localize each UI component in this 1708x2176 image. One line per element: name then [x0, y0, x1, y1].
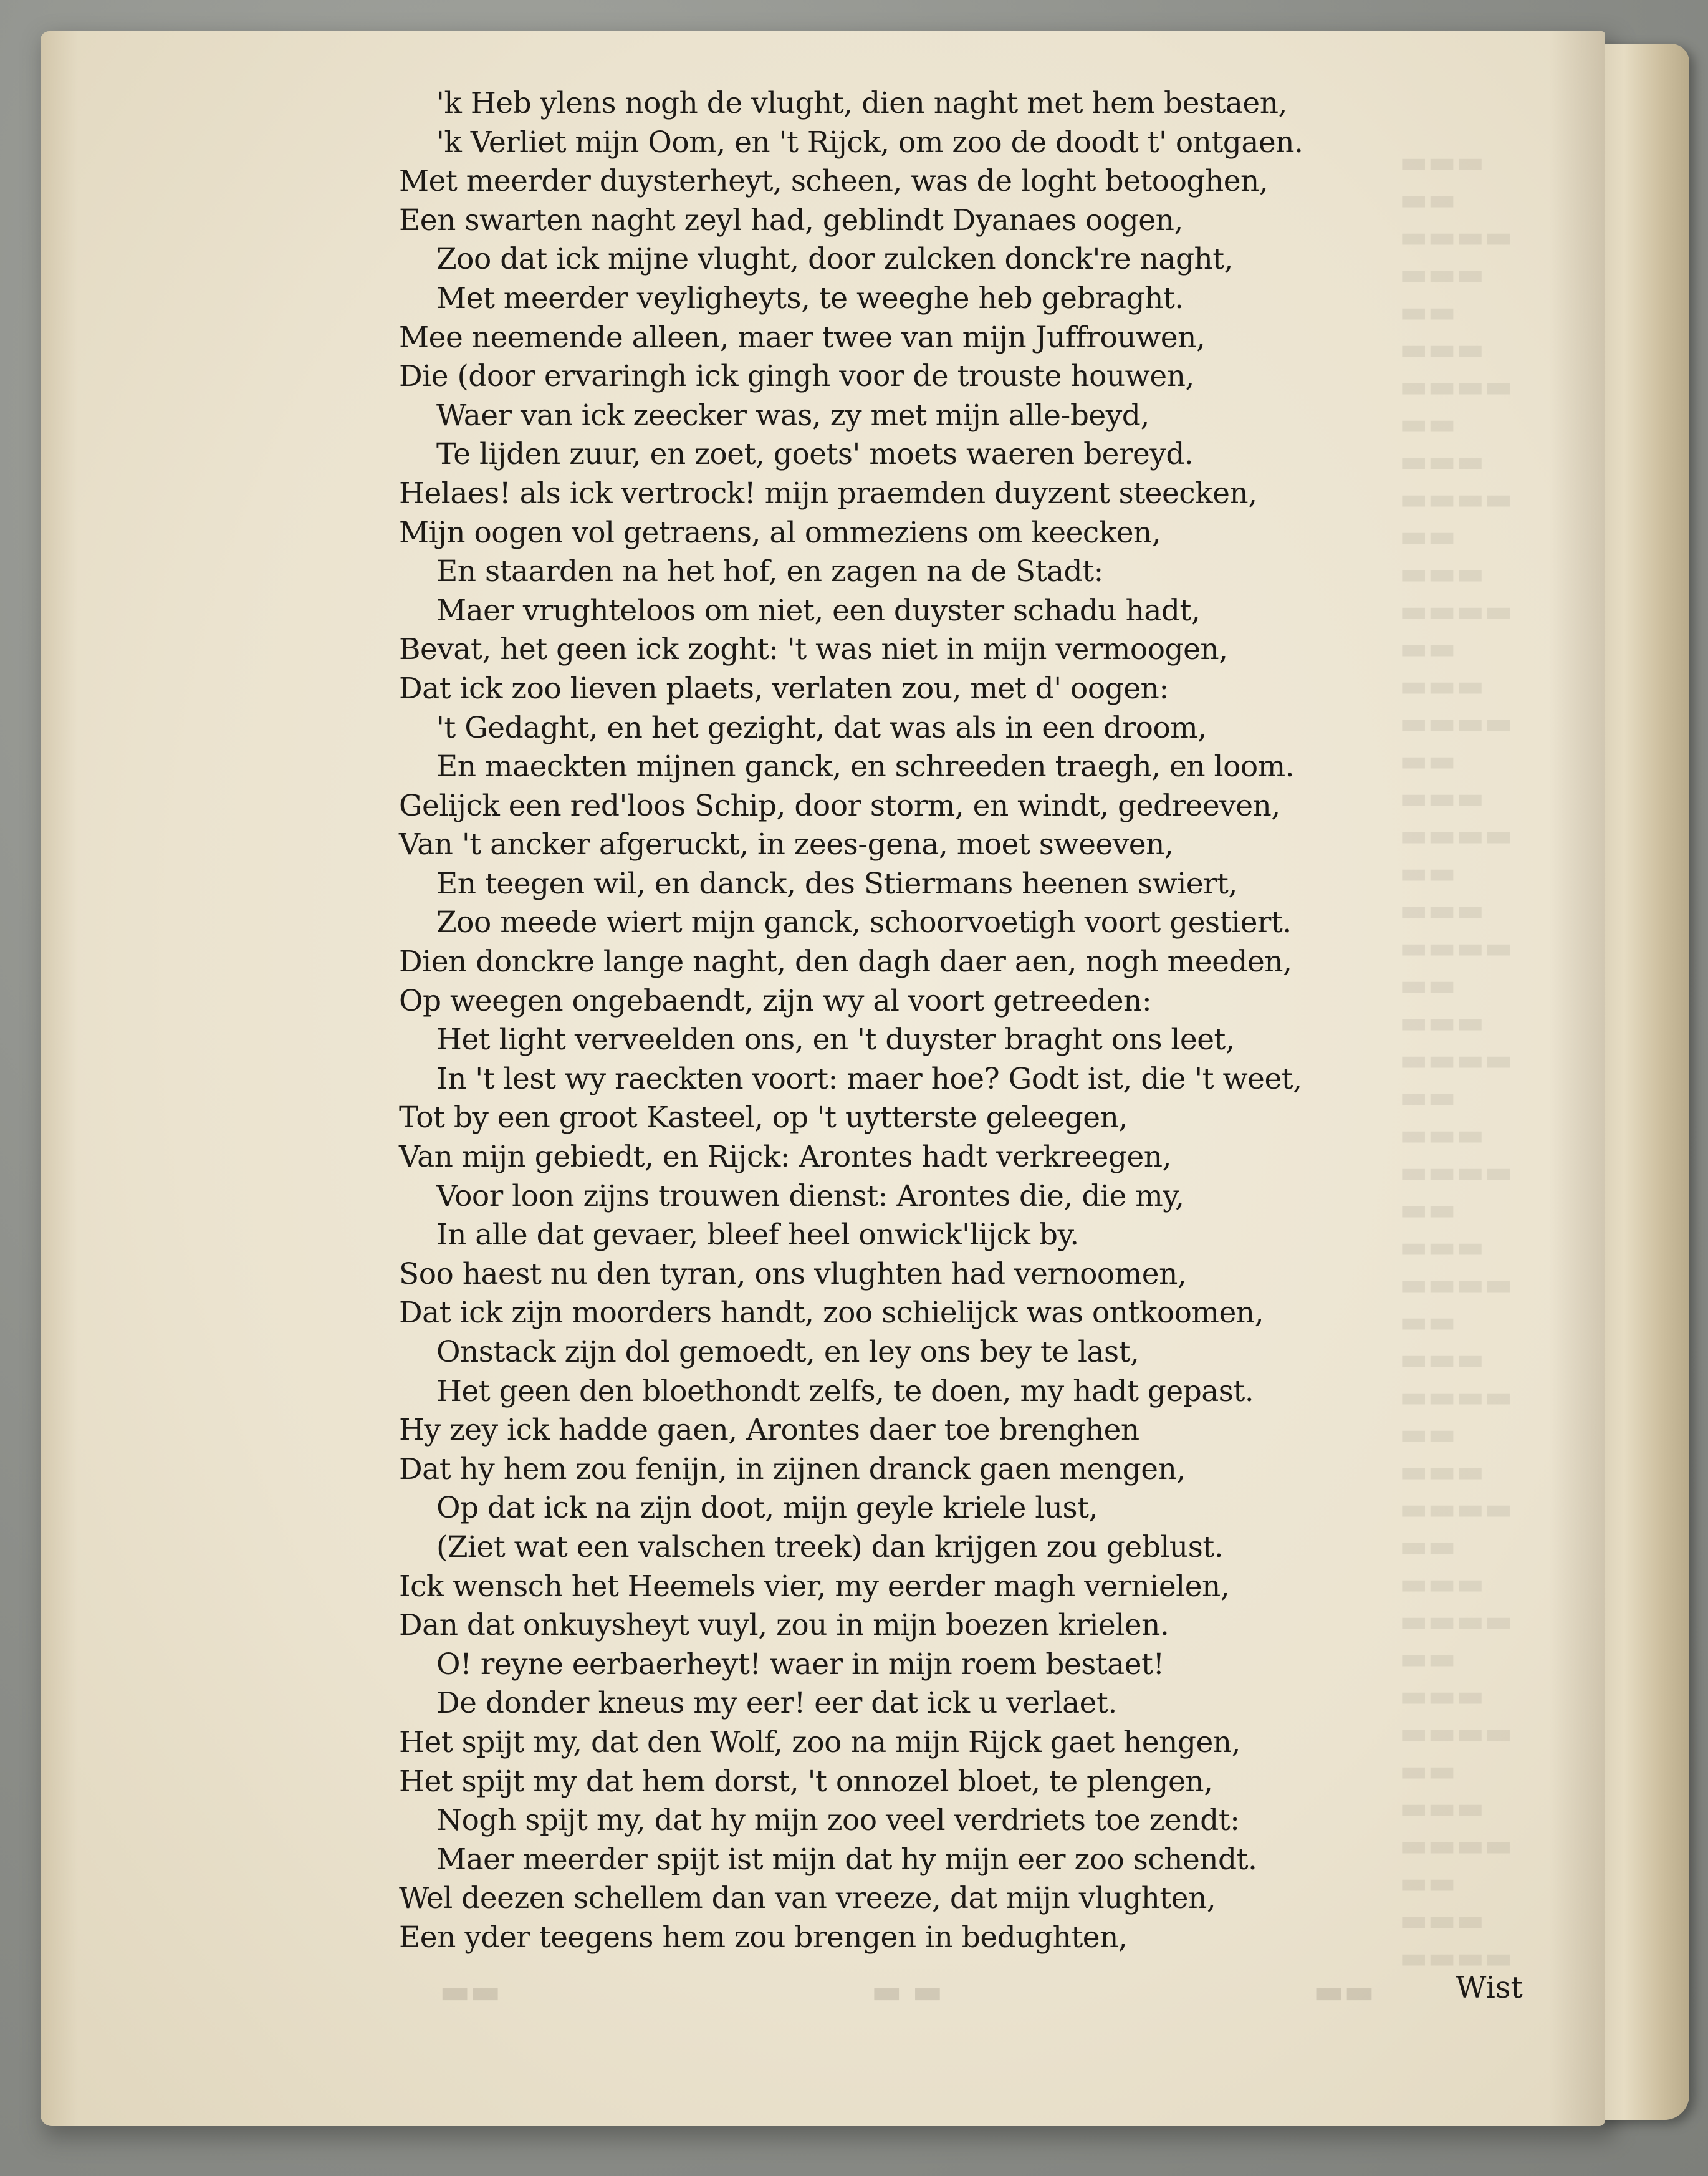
bleed-through-signature-mark: ▬▬ ▬ ▬ ▬▬	[439, 1973, 1375, 2011]
poem-line: Met meerder duysterheyt, scheen, was de loght betooghen,	[399, 164, 1269, 199]
poem-line: Waer van ick zeecker was, zy met mijn alle-beyd,	[436, 398, 1149, 433]
poem-line: Gelijck een red'loos Schip, door storm, en windt, gedreeven,	[399, 788, 1280, 823]
poem-line: Soo haest nu den tyran, ons vlughten had vernoomen,	[399, 1256, 1187, 1291]
poem-line: Een yder teegens hem zou brengen in bedughten,	[399, 1920, 1128, 1955]
poem-line: Tot by een groot Kasteel, op 't uytterste geleegen,	[399, 1100, 1128, 1135]
poem-line: Het spijt my, dat den Wolf, zoo na mijn Rijck gaet hengen,	[399, 1725, 1240, 1760]
poem-line: Wel deezen schellem dan van vreeze, dat mijn vlughten,	[399, 1881, 1216, 1916]
poem-line: En staarden na het hof, en zagen na de Stadt:	[436, 554, 1103, 589]
poem-line: Dat ick zijn moorders handt, zoo schielijck was ontkoomen,	[399, 1296, 1264, 1331]
poem-line: Mijn oogen vol getraens, al ommeziens om keecken,	[399, 515, 1161, 550]
poem-line: Dat ick zoo lieven plaets, verlaten zou, met d' oogen:	[399, 671, 1169, 706]
poem-line: 't Gedaght, en het gezight, dat was als in een droom,	[436, 710, 1207, 745]
poem-line: Die (door ervaringh ick gingh voor de trouste houwen,	[399, 359, 1194, 394]
catchword: Wist	[1456, 1970, 1523, 2005]
poem-line: O! reyne eerbaerheyt! waer in mijn roem bestaet!	[436, 1647, 1164, 1682]
book-page	[41, 31, 1605, 2126]
poem-line: Het geen den bloethondt zelfs, te doen, my hadt gepast.	[436, 1374, 1254, 1408]
poem-line: Te lijden zuur, en zoet, goets' moets waeren bereyd.	[436, 437, 1194, 472]
poem-line: Dat hy hem zou fenijn, in zijnen dranck gaen mengen,	[399, 1451, 1186, 1486]
poem-line: Op dat ick na zijn doot, mijn geyle kriele lust,	[436, 1491, 1098, 1526]
poem-line: En maeckten mijnen ganck, en schreeden traegh, en loom.	[436, 749, 1295, 784]
poem-line: Van mijn gebiedt, en Rijck: Arontes hadt verkreegen,	[399, 1140, 1171, 1175]
poem-line: Bevat, het geen ick zoght: 't was niet in mijn vermoogen,	[399, 632, 1228, 667]
poem-line: Maer meerder spijt ist mijn dat hy mijn eer zoo schendt.	[436, 1842, 1257, 1877]
poem-line: Ick wensch het Heemels vier, my eerder magh vernielen,	[399, 1569, 1230, 1604]
poem-line: Het light verveelden ons, en 't duyster braght ons leet,	[436, 1023, 1235, 1057]
poem-line: 'k Heb ylens nogh de vlught, dien naght met hem bestaen,	[436, 86, 1287, 120]
poem-line: Dan dat onkuysheyt vuyl, zou in mijn boezen krielen.	[399, 1608, 1169, 1643]
poem-line: 'k Verliet mijn Oom, en 't Rijck, om zoo de doodt t' ontgaen.	[436, 125, 1303, 160]
poem-line: Nogh spijt my, dat hy mijn zoo veel verdriets toe zendt:	[436, 1803, 1240, 1838]
bleed-through-text: ▬▬▬ ▬▬ ▬▬▬▬ ▬▬▬ ▬▬ ▬▬▬ ▬▬▬▬ ▬▬ ▬▬▬ ▬▬▬▬ ▬▬ ▬▬▬ ▬▬▬▬ ▬▬ ▬▬▬ ▬▬▬▬ ▬▬ ▬▬▬ ▬▬▬▬ ▬▬ ▬▬▬ ▬▬▬▬ ▬▬ ▬▬▬ ▬▬▬▬ ▬▬ ▬▬▬ ▬▬▬▬ ▬▬ ▬▬▬ ▬▬▬▬ ▬▬ ▬▬▬ ▬▬▬▬ ▬▬ ▬▬▬ ▬▬▬▬ ▬▬ ▬▬▬ ▬▬▬▬ ▬▬ ▬▬▬ ▬▬▬▬ ▬▬ ▬▬▬ ▬▬▬▬ ▬▬ ▬▬▬ ▬▬▬▬	[1399, 145, 1513, 1975]
poem-line: In 't lest wy raeckten voort: maer hoe? Godt ist, die 't weet,	[436, 1061, 1302, 1096]
poem-text	[399, 84, 1459, 1958]
poem-line: Een swarten naght zeyl had, geblindt Dyanaes oogen,	[399, 203, 1183, 238]
poem-line: Hy zey ick hadde gaen, Arontes daer toe brenghen	[399, 1413, 1139, 1448]
poem-line: Onstack zijn dol gemoedt, en ley ons bey te last,	[436, 1335, 1139, 1369]
poem-line: Met meerder veyligheyts, te weeghe heb gebraght.	[436, 281, 1184, 315]
poem-line: Het spijt my dat hem dorst, 't onnozel bloet, te plengen,	[399, 1764, 1213, 1799]
poem-line: De donder kneus my eer! eer dat ick u verlaet.	[436, 1686, 1117, 1721]
poem-line: Voor loon zijns trouwen dienst: Arontes die, die my,	[436, 1178, 1184, 1213]
poem-line: Van 't ancker afgeruckt, in zees-gena, moet sweeven,	[399, 827, 1174, 862]
poem-line: (Ziet wat een valschen treek) dan krijgen zou geblust.	[436, 1529, 1224, 1564]
poem-line: Mee neemende alleen, maer twee van mijn Juffrouwen,	[399, 320, 1206, 355]
poem-line: In alle dat gevaer, bleef heel onwick'lijck by.	[436, 1218, 1079, 1253]
poem-line: Dien donckre lange naght, den dagh daer aen, nogh meeden,	[399, 945, 1292, 980]
page-edges	[1596, 44, 1689, 2120]
poem-line: Helaes! als ick vertrock! mijn praemden duyzent steecken,	[399, 476, 1257, 511]
poem-line: Op weegen ongebaendt, zijn wy al voort getreeden:	[399, 983, 1152, 1018]
poem-line: Zoo dat ick mijne vlught, door zulcken donck're naght,	[436, 242, 1234, 277]
poem-line: En teegen wil, en danck, des Stiermans heenen swiert,	[436, 866, 1237, 901]
poem-line: Maer vrughteloos om niet, een duyster schadu hadt,	[436, 593, 1201, 628]
poem-line: Zoo meede wiert mijn ganck, schoorvoetigh voort gestiert.	[436, 905, 1292, 940]
